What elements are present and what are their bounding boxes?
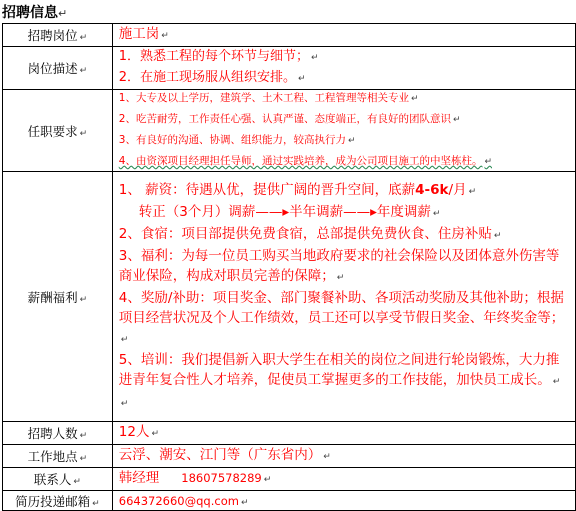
table-row-headcount [3,422,576,445]
table-row-contact [3,468,576,491]
salary-item-4: 4、奖励/补助：项目奖金、部门聚餐补助、各项活动奖励及其他补助；根据项目经营状况及个人工作绩效，员工还可以享受节假日奖金、年终奖金等；↵ [118,289,565,345]
requirements-label: 任职要求 ↵ [3,90,113,172]
salary-item-5: 5、培训：我们提倡新入职大学生在相关的岗位之间进行轮岗锻炼，大力推进青年复合性人才培养，促使员工掌握更多的工作技能，加快员工成长。 ↵ [118,351,561,388]
contact-name: 韩经理 [118,470,160,486]
salary-item-1-raise: 转正（3个月）调薪——▸半年调薪——▸年度调薪 ↵ [138,203,441,220]
table-row-requirements [3,90,576,172]
requirement-line: 3、有良好的沟通、协调、组织能力，较高执行力 ↵ [118,134,356,146]
requirement-line: 4、由资深项目经理担任导师，通过实践培养，成为公司项目施工的中坚栋柱。 ↵ [118,155,492,167]
contact-phone: 18607578289 [181,471,262,485]
table-row-salary [3,172,576,422]
table-row-description [3,47,576,90]
position-label: 招聘岗位 ↵ [3,24,113,47]
description-line: 2．在施工现场服从组织安排。 ↵ [118,70,306,85]
headcount-value: 12人 ↵ [112,422,575,445]
email-label: 简历投递邮箱 ↵ [3,491,113,511]
headcount-label: 招聘人数 ↵ [3,422,113,445]
table-row-position [3,24,576,47]
salary-item-2: 2、食宿：项目部提供免费食宿，总部提供免费伙食、住房补贴 ↵ [118,225,502,242]
email-value: 664372660@qq.com ↵ [112,491,575,511]
contact-label: 联系人 ↵ [3,468,113,491]
contact-value: 韩经理 18607578289 ↵ [112,468,575,491]
recruitment-table [2,23,576,511]
requirements-value [112,90,575,172]
requirement-line: 2、吃苦耐劳，工作责任心强、认真严谨、态度端正，有良好的团队意识 ↵ [118,113,461,125]
salary-item-3: 3、福利：为每一位员工购买当地政府要求的社会保险以及团体意外伤害等商业保险，构成对职员完善的保障； ↵ [118,247,560,284]
salary-empty-line: ↵ [120,398,129,409]
table-row-location [3,445,576,468]
position-value: 施工岗 ↵ [112,24,575,47]
salary-label: 薪酬福利 ↵ [3,172,113,422]
location-value: 云浮、潮安、江门等（广东省内） ↵ [112,445,575,468]
page-title: 招聘信息↵ [2,5,68,21]
description-value [112,47,575,90]
requirement-line: 1、大专及以上学历，建筑学、土木工程、工程管理等相关专业 ↵ [118,92,419,104]
location-label: 工作地点 ↵ [3,445,113,468]
salary-item-1: 1、 薪资：待遇从优，提供广阔的晋升空间，底薪4-6k/月 ↵ [118,181,477,198]
description-label: 岗位描述 ↵ [3,47,113,90]
salary-value [112,172,575,422]
description-line: 1．熟悉工程的每个环节与细节； ↵ [118,49,319,64]
